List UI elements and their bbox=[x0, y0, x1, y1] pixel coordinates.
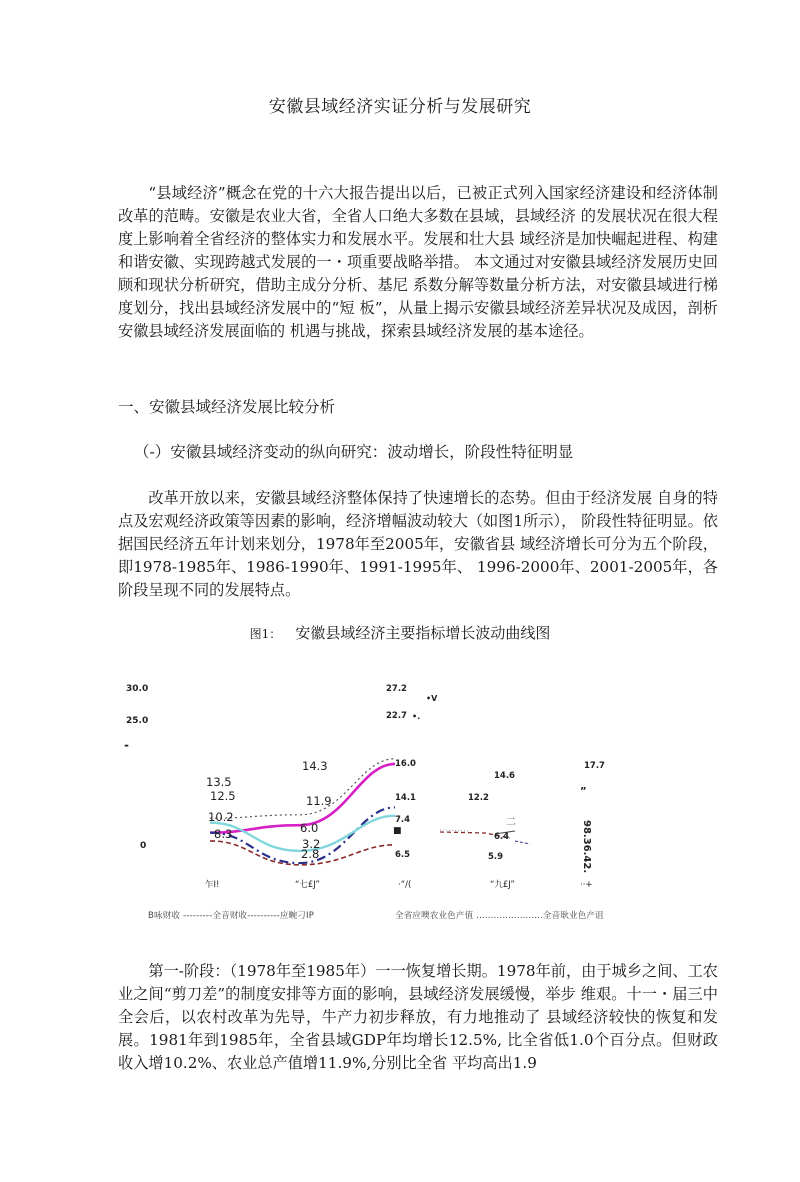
data-label: 14.6 bbox=[494, 771, 515, 781]
y-tick-mark: - bbox=[124, 738, 129, 752]
data-label: 6.0 bbox=[300, 821, 319, 835]
series-segment bbox=[440, 830, 470, 831]
figure-number: 图1： bbox=[249, 627, 282, 641]
data-label: 11.9 bbox=[306, 794, 332, 808]
y-tick-label: 0 bbox=[140, 841, 147, 851]
body-paragraph-3: 第一-阶段：（1978年至1985年）一一恢复增长期。1978年前，由于城乡之间、工农业之间“剪刀差”的制度安排等方面的影响，县域经济发展缓慢，举步 维艰。十一・届三中全会后，以农村改革为先导，牛产力初步释放，有力地推动了 县域经济较快的恢复和发展。1981年到1985年，全省县域GDP年均增长12.5%, 比全省低1.0个百分点。但财政收入增10.2%、农业总产值增11.9%,分别比全省 平均高出1.9 bbox=[118, 962, 718, 1072]
data-label: 2.8 bbox=[301, 847, 320, 861]
data-label: 6.5 bbox=[395, 850, 411, 860]
x-tick-label: ··+ bbox=[580, 880, 593, 890]
section-heading-1: 一、安徽县域经济发展比较分析 bbox=[118, 398, 336, 416]
data-label: 12.2 bbox=[468, 793, 489, 803]
chart-mark: •V bbox=[426, 694, 438, 703]
data-label: 16.0 bbox=[395, 759, 416, 769]
series-segment bbox=[515, 841, 530, 844]
x-tick-label: 乍I! bbox=[205, 880, 220, 890]
body-paragraph-2: 改革开放以来，安徽县域经济整体保持了快速增长的态势。但由于经济发展 自身的特点及宏观经济政策等因素的影响，经济增幅波动较大（如图1所示）， 阶段性特征明显。依据国民经济五年计划来划分，1978年至2005年，安徽省县 域经济增长可分为五个阶段，即1978-1985年、1986-1990年、1991-1995年、 1996-2000年、2001-2005年，各阶段呈现不同的发展特点。 bbox=[118, 489, 718, 599]
x-tick-label: “七£J” bbox=[295, 880, 320, 890]
data-label: 27.2 bbox=[386, 684, 407, 694]
x-tick-label: “九£J” bbox=[490, 880, 515, 890]
data-label: 98.36.42. bbox=[581, 820, 592, 874]
data-label: 13.5 bbox=[206, 775, 232, 789]
chart-mark: ■ bbox=[393, 826, 402, 836]
chart-legend-right: 全省应噢农业色产值 .......................全音耿业色产诅 bbox=[395, 911, 604, 921]
chart-mark: •. bbox=[412, 712, 421, 721]
data-label: 5.9 bbox=[488, 852, 504, 862]
chart-mark: ” bbox=[580, 786, 587, 797]
document-title: 安徽县域经济实证分析与发展研究 bbox=[268, 97, 532, 117]
data-label: 8.3 bbox=[214, 827, 233, 841]
figure-caption bbox=[0, 622, 800, 643]
growth-fluctuation-chart bbox=[110, 672, 690, 932]
chart-mark: 二 bbox=[506, 817, 516, 828]
data-label: 12.5 bbox=[210, 789, 236, 803]
subsection-heading-1: （-）安徽县域经济变动的纵向研究：波动增长，阶段性特征明显 bbox=[134, 443, 574, 461]
data-label: 14.3 bbox=[302, 759, 328, 773]
y-tick-label: 30.0 bbox=[126, 684, 149, 694]
data-label: 22.7 bbox=[386, 711, 407, 721]
figure-caption-text: 安徽县域经济主要指标增长波动曲线图 bbox=[295, 624, 551, 642]
data-label: 14.1 bbox=[395, 793, 416, 803]
data-label: 17.7 bbox=[584, 761, 605, 771]
data-label: 6.4 bbox=[494, 832, 510, 842]
y-tick-label: 25.0 bbox=[126, 716, 149, 726]
chart-legend-left: B咏财收 ---------全音财收----------应畹刁IP bbox=[148, 911, 315, 921]
data-label: 10.2 bbox=[208, 810, 234, 824]
intro-paragraph: “县域经济”概念在党的十六大报告提出以后，已被正式列入国家经济建设和经济体制改革的范畴。安徽是农业大省，全省人口绝大多数在县域，县域经济 的发展状况在很大程度上影响着全省经济的整体实力和发展水平。发展和壮大县 域经济是加快崛起进程、构建和谐安徽、实现跨越式发展的一・项重要战略举措。 本文通过对安徽县域经济发展历史回顾和现状分析研究，借助主成分分析、基尼 系数分解等数量分析方法，对安徽县域进行梯度划分，找出县域经济发展中的“短 板”，从量上揭示安徽县域经济差异状况及成因，剖析安徽县域经济发展面临的 机遇与挑战，探索县域经济发展的基本途径。 bbox=[118, 184, 718, 340]
data-label: 3.2 bbox=[302, 837, 321, 851]
data-label: 7.4 bbox=[395, 815, 411, 825]
x-tick-label: ·“/( bbox=[398, 880, 412, 890]
